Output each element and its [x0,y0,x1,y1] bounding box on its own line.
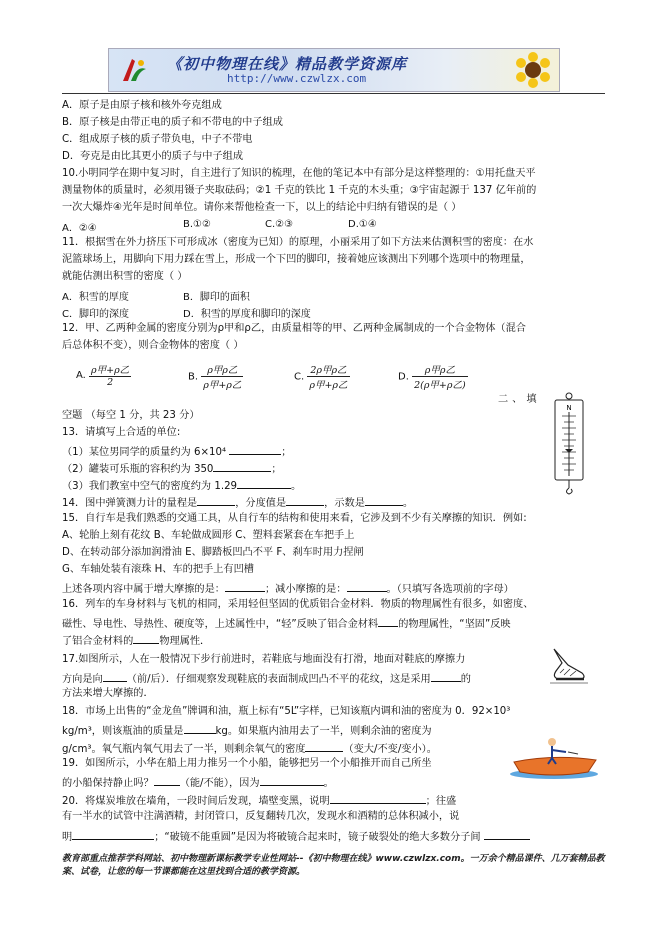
answer-blank[interactable] [213,460,271,472]
site-logo-icon [119,55,149,85]
q11-option-b: B．脚印的面积 [183,292,250,303]
q10-text-3: 一次大爆炸④光年是时间单位。请你来帮他检查一下，以上的结论中归纳有错误的是（ ） [62,202,462,213]
q12-option-a-formula: $\frac{\text{ρ甲+ρ乙}}{2}$ [89,362,131,388]
boats-figure [508,728,600,780]
sunflower-icon [513,51,553,89]
header-rule [62,93,605,94]
q12-option-b-formula: $\frac{\text{ρ甲ρ乙}}{\text{ρ甲+ρ乙}}$ [201,362,243,391]
q13-item-3: （3）我们教室中空气的密度约为 1.29 。 [62,477,301,494]
q12-option-b-label: B. [188,371,199,383]
q12-text-1: 12．甲、乙两种金属的密度分别为ρ甲和ρ乙，由质量相等的甲、乙两种金属制成的一个合金物体（混合 [62,323,526,334]
answer-blank[interactable] [378,615,398,627]
answer-blank[interactable] [72,828,154,840]
q17-text-2: 方向是向 （前/后）．仔细观察发现鞋底的表面制成凹凸不平的花纹，这是采用 的 [62,670,471,687]
answer-blank[interactable] [347,580,387,592]
q18-text-3: g/cm³。氧气瓶内氧气用去了一半，则剩余氧气的密度 （变大/不变/变小）。 [62,740,437,757]
q12-option-a [76,362,131,388]
q12-option-b [188,362,243,391]
q12-option-c [294,362,350,391]
q10-option-a: A．②④ [62,223,97,234]
answer-blank[interactable] [103,670,127,682]
q9-option-d: D．夸克是由比其更小的质子与中子组成 [62,151,244,162]
q19-text-2: 的小船保持静止吗？ （能/不能），因为 。 [62,774,334,791]
q11-text-1: 11．根据雪在外力挤压下可形成冰（密度为已知）的原理，小丽采用了如下方法来估测积雪的密度：在水 [62,237,534,248]
q12-option-a-label: A. [76,370,86,381]
spring-scale-figure [550,392,588,496]
q12-option-c-formula: $\frac{\text{2ρ甲ρ乙}}{\text{ρ甲+ρ乙}}$ [307,362,349,391]
answer-blank[interactable] [229,443,281,455]
shoe-walking-figure [548,643,590,685]
q10-option-b: B.①② [183,219,211,230]
answer-blank[interactable] [330,792,426,804]
q14-text: 14．图中弹簧测力计的量程是 ，分度值是 ，示数是 。 [62,494,413,511]
q12-option-d [398,362,468,391]
q11-option-a: A．积雪的厚度 [62,292,129,303]
q9-option-c: C．组成原子核的质子带负电，中子不带电 [62,134,253,145]
q11-option-d: D．积雪的厚度和脚印的深度 [183,309,311,320]
q13-title: 13．请填写上合适的单位: [62,427,181,438]
q13-item-1: （1）某位男同学的质量约为 6×10⁴ ； [62,443,291,460]
q11-option-c: C．脚印的深度 [62,309,129,320]
q10-text-1: 10.小明同学在期中复习时，自主进行了知识的梳理，在他的笔记本中有部分是这样整理的：①用托盘天平 [62,168,536,179]
spring-scale-unit: N [566,404,572,412]
answer-blank[interactable] [184,722,216,734]
answer-blank[interactable] [260,774,324,786]
q15-text-1: 15．自行车是我们熟悉的交通工具，从自行车的结构和使用来看，它涉及到不少有关摩擦的知识．例如: [62,513,527,524]
q20-text-1: 20．将煤炭堆放在墙角，一段时间后发现，墙壁变黑，说明 ；往盛 [62,792,456,809]
banner-title: 《初中物理在线》精品教学资源库 [167,55,408,73]
q18-text-1: 18．市场上出售的“金龙鱼”牌调和油，瓶上标有“5L”字样，已知该瓶内调和油的密度为 0．92×10³ [62,706,511,717]
q12-option-d-label: D. [398,371,409,383]
answer-blank[interactable] [225,580,265,592]
q12-option-d-formula: $\frac{\text{ρ甲ρ乙}}{\text{2(ρ甲+ρ乙)}}$ [412,362,468,391]
answer-blank[interactable] [133,632,159,644]
section-2-subheading: 空题 （每空 1 分，共 23 分） [62,410,200,421]
answer-blank[interactable] [431,670,461,682]
answer-blank[interactable] [154,774,180,786]
q10-option-c: C.②③ [265,219,294,230]
header-banner [108,48,560,92]
answer-blank[interactable] [237,477,291,489]
q19-text-1: 19．如图所示，小华在船上用力推另一个小船，能够把另一个小船推开而自己所坐 [62,758,432,769]
banner-url[interactable]: http://www.czwlzx.com [227,72,367,85]
q20-text-2: 有一半水的试管中注满酒精，封闭管口，反复翻转几次，发现水和酒精的总体积减小，说 [62,811,460,822]
q16-text-2: 磁性、导电性、导热性、硬度等，上述属性中，“轻”反映了铝合金材料 的物理属性，“坚固”反映 [62,615,511,632]
q17-text-3: 方法来增大摩擦的． [62,688,154,699]
q17-text-1: 17.如图所示，人在一般情况下步行前进时，若鞋底与地面没有打滑，地面对鞋底的摩擦力 [62,654,466,665]
q18-text-2: kg/m³，则该瓶油的质量是 kg。如果瓶内油用去了一半，则剩余油的密度为 [62,722,432,739]
q9-option-b: B．原子核是由带正电的质子和不带电的中子组成 [62,117,283,128]
q10-option-d: D.①④ [348,219,377,230]
q15-items-def: D、在转动部分添加润滑油 E、脚踏板凹凸不平 F、刹车时用力捏闸 [62,547,364,558]
q20-text-3: 明 ；“破镜不能重圆”是因为将破镜合起来时，镜子破裂处的绝大多数分子间 [62,828,530,845]
answer-blank[interactable] [305,740,343,752]
q16-text-3: 了铝合金材料的 物理属性． [62,632,210,649]
q16-text-1: 16．列车的车身材料与飞机的相同，采用轻但坚固的优质铝合金材料．物质的物理属性有很多，如密度、 [62,599,534,610]
q13-item-2: （2）罐装可乐瓶的容积约为 350 ； [62,460,282,477]
answer-blank[interactable] [484,828,530,840]
section-2-heading: 二、填 [498,394,541,405]
q10-text-2: 测量物体的质量时，必须用镊子夹取砝码；②1 千克的铁比 1 千克的木头重；③宇宙起源于 137 亿年前的 [62,185,537,196]
page-footer: 教育部重点推荐学科网站、初中物理新课标教学专业性网站--《初中物理在线》www.czwlzx.com。一万余个精品课件、几万套精品教案、试卷，让您的每一节课都能在这里找到合适的教学资源。 [62,854,605,877]
q11-text-2: 泥篮球场上，用脚向下用力踩在雪上，形成一个下凹的脚印，接着她应该测出下列哪个选项中的物理量， [62,254,531,265]
q15-items-abc: A、轮胎上刻有花纹 B、车轮做成圆形 C、塑料套紧套在车把手上 [62,530,355,541]
q15-items-gh: G、车轴处装有滚珠 H、车的把手上有凹槽 [62,564,254,575]
q12-text-2: 后总体积不变），则合金物体的密度（ ） [62,340,244,351]
q15-question: 上述各项内容中属于增大摩擦的是： ；减小摩擦的是： 。（只填写各选项前的字母） [62,580,514,597]
q12-option-c-label: C. [294,371,305,383]
q11-text-3: 就能估测出积雪的密度（ ） [62,271,188,282]
answer-blank[interactable] [365,494,403,506]
q9-option-a: A．原子是由原子核和核外夸克组成 [62,100,222,111]
answer-blank[interactable] [197,494,235,506]
answer-blank[interactable] [286,494,324,506]
